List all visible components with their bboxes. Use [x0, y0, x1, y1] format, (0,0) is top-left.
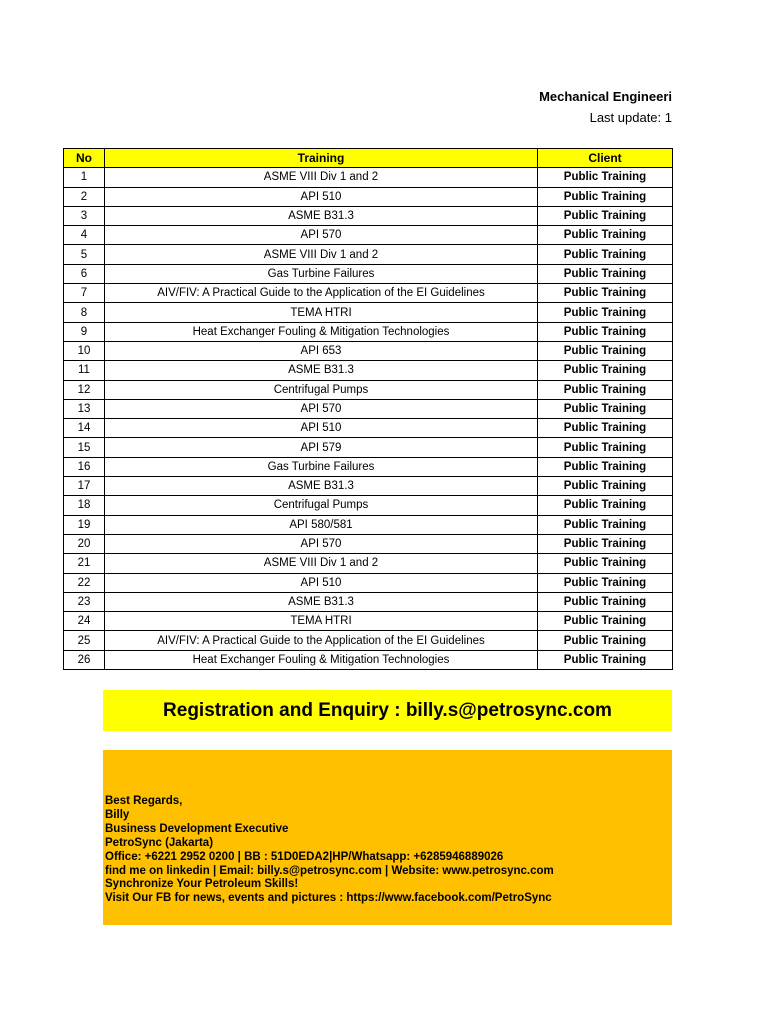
table-row: [64, 303, 673, 322]
cell-training: API 510: [105, 419, 538, 438]
cell-client: Public Training: [538, 284, 673, 303]
signature-lines: [105, 795, 554, 906]
cell-training: AIV/FIV: A Practical Guide to the Application of the EI Guidelines: [105, 631, 538, 650]
cell-no: 10: [64, 341, 105, 360]
table-row: [64, 534, 673, 553]
table-row: [64, 206, 673, 225]
cell-client: Public Training: [538, 573, 673, 592]
cell-training: API 510: [105, 573, 538, 592]
table-row: [64, 554, 673, 573]
cell-no: 16: [64, 457, 105, 476]
column-header-client: Client: [538, 149, 673, 168]
table-row: [64, 477, 673, 496]
cell-client: Public Training: [538, 322, 673, 341]
cell-no: 19: [64, 515, 105, 534]
cell-client: Public Training: [538, 380, 673, 399]
cell-training: Heat Exchanger Fouling & Mitigation Technologies: [105, 650, 538, 669]
table-row: [64, 457, 673, 476]
cell-no: 24: [64, 612, 105, 631]
cell-no: 7: [64, 284, 105, 303]
cell-client: Public Training: [538, 419, 673, 438]
table-row: [64, 168, 673, 187]
cell-training: TEMA HTRI: [105, 612, 538, 631]
training-table: [63, 148, 673, 670]
signature-box: [103, 750, 672, 925]
registration-banner: [103, 690, 672, 731]
table-row: [64, 322, 673, 341]
cell-no: 11: [64, 361, 105, 380]
cell-client: Public Training: [538, 496, 673, 515]
cell-client: Public Training: [538, 650, 673, 669]
cell-no: 6: [64, 264, 105, 283]
table-body: [64, 168, 673, 670]
cell-client: Public Training: [538, 264, 673, 283]
cell-no: 13: [64, 399, 105, 418]
table-row: [64, 612, 673, 631]
cell-client: Public Training: [538, 361, 673, 380]
cell-client: Public Training: [538, 457, 673, 476]
cell-training: Gas Turbine Failures: [105, 457, 538, 476]
cell-client: Public Training: [538, 206, 673, 225]
cell-no: 21: [64, 554, 105, 573]
cell-client: Public Training: [538, 341, 673, 360]
cell-client: Public Training: [538, 515, 673, 534]
cell-client: Public Training: [538, 477, 673, 496]
table-row: [64, 419, 673, 438]
table-row: [64, 187, 673, 206]
table-row: [64, 592, 673, 611]
cell-training: ASME VIII Div 1 and 2: [105, 168, 538, 187]
cell-no: 26: [64, 650, 105, 669]
cell-training: API 570: [105, 399, 538, 418]
cell-client: Public Training: [538, 245, 673, 264]
cell-no: 5: [64, 245, 105, 264]
cell-no: 25: [64, 631, 105, 650]
signature-line: PetroSync (Jakarta): [105, 836, 214, 849]
cell-training: AIV/FIV: A Practical Guide to the Application of the EI Guidelines: [105, 284, 538, 303]
cell-training: API 570: [105, 534, 538, 553]
signature-line: Synchronize Your Petroleum Skills!: [105, 878, 299, 891]
table-row: [64, 650, 673, 669]
cell-client: Public Training: [538, 399, 673, 418]
column-header-no: No: [64, 149, 105, 168]
cell-no: 3: [64, 206, 105, 225]
cell-client: Public Training: [538, 612, 673, 631]
cell-client: Public Training: [538, 592, 673, 611]
cell-no: 14: [64, 419, 105, 438]
table-row: [64, 341, 673, 360]
cell-no: 9: [64, 322, 105, 341]
cell-training: Centrifugal Pumps: [105, 380, 538, 399]
table-row: [64, 264, 673, 283]
table-header-row: [64, 149, 673, 168]
cell-client: Public Training: [538, 438, 673, 457]
cell-client: Public Training: [538, 534, 673, 553]
cell-training: ASME B31.3: [105, 361, 538, 380]
cell-client: Public Training: [538, 303, 673, 322]
cell-training: API 510: [105, 187, 538, 206]
signature-line: Office: +6221 2952 0200 | BB : 51D0EDA2|HP/Whatsapp: +6285946889026: [105, 850, 504, 863]
cell-training: ASME B31.3: [105, 477, 538, 496]
table-row: [64, 631, 673, 650]
cell-no: 4: [64, 226, 105, 245]
cell-no: 12: [64, 380, 105, 399]
cell-no: 18: [64, 496, 105, 515]
cell-training: ASME VIII Div 1 and 2: [105, 554, 538, 573]
cell-no: 2: [64, 187, 105, 206]
cell-client: Public Training: [538, 226, 673, 245]
cell-no: 23: [64, 592, 105, 611]
cell-client: Public Training: [538, 187, 673, 206]
cell-training: Gas Turbine Failures: [105, 264, 538, 283]
signature-line: Visit Our FB for news, events and pictures : https://www.facebook.com/PetroSync: [105, 892, 552, 905]
cell-training: Heat Exchanger Fouling & Mitigation Technologies: [105, 322, 538, 341]
cell-no: 8: [64, 303, 105, 322]
table-row: [64, 573, 673, 592]
cell-training: API 579: [105, 438, 538, 457]
signature-line: find me on linkedin | Email: billy.s@petrosync.com | Website: www.petrosync.com: [105, 864, 554, 877]
cell-no: 20: [64, 534, 105, 553]
cell-client: Public Training: [538, 554, 673, 573]
sheet-title: Mechanical Engineeri: [539, 89, 672, 104]
cell-training: TEMA HTRI: [105, 303, 538, 322]
cell-training: ASME B31.3: [105, 592, 538, 611]
table-row: [64, 361, 673, 380]
cell-training: ASME VIII Div 1 and 2: [105, 245, 538, 264]
cell-no: 22: [64, 573, 105, 592]
signature-line: Best Regards,: [105, 795, 183, 807]
cell-training: Centrifugal Pumps: [105, 496, 538, 515]
cell-training: ASME B31.3: [105, 206, 538, 225]
cell-training: API 570: [105, 226, 538, 245]
column-header-training: Training: [105, 149, 538, 168]
registration-text: Registration and Enquiry : billy.s@petrosync.com: [163, 699, 612, 721]
table-row: [64, 515, 673, 534]
cell-training: API 580/581: [105, 515, 538, 534]
signature-line: Business Development Executive: [105, 822, 289, 835]
last-update-label: Last update: 1: [589, 110, 672, 125]
cell-no: 1: [64, 168, 105, 187]
cell-client: Public Training: [538, 631, 673, 650]
table-row: [64, 284, 673, 303]
cell-client: Public Training: [538, 168, 673, 187]
table-row: [64, 438, 673, 457]
cell-no: 15: [64, 438, 105, 457]
table-row: [64, 245, 673, 264]
table-row: [64, 496, 673, 515]
table-row: [64, 399, 673, 418]
cell-training: API 653: [105, 341, 538, 360]
table-row: [64, 380, 673, 399]
table-row: [64, 226, 673, 245]
cell-no: 17: [64, 477, 105, 496]
signature-line: Billy: [105, 808, 130, 821]
